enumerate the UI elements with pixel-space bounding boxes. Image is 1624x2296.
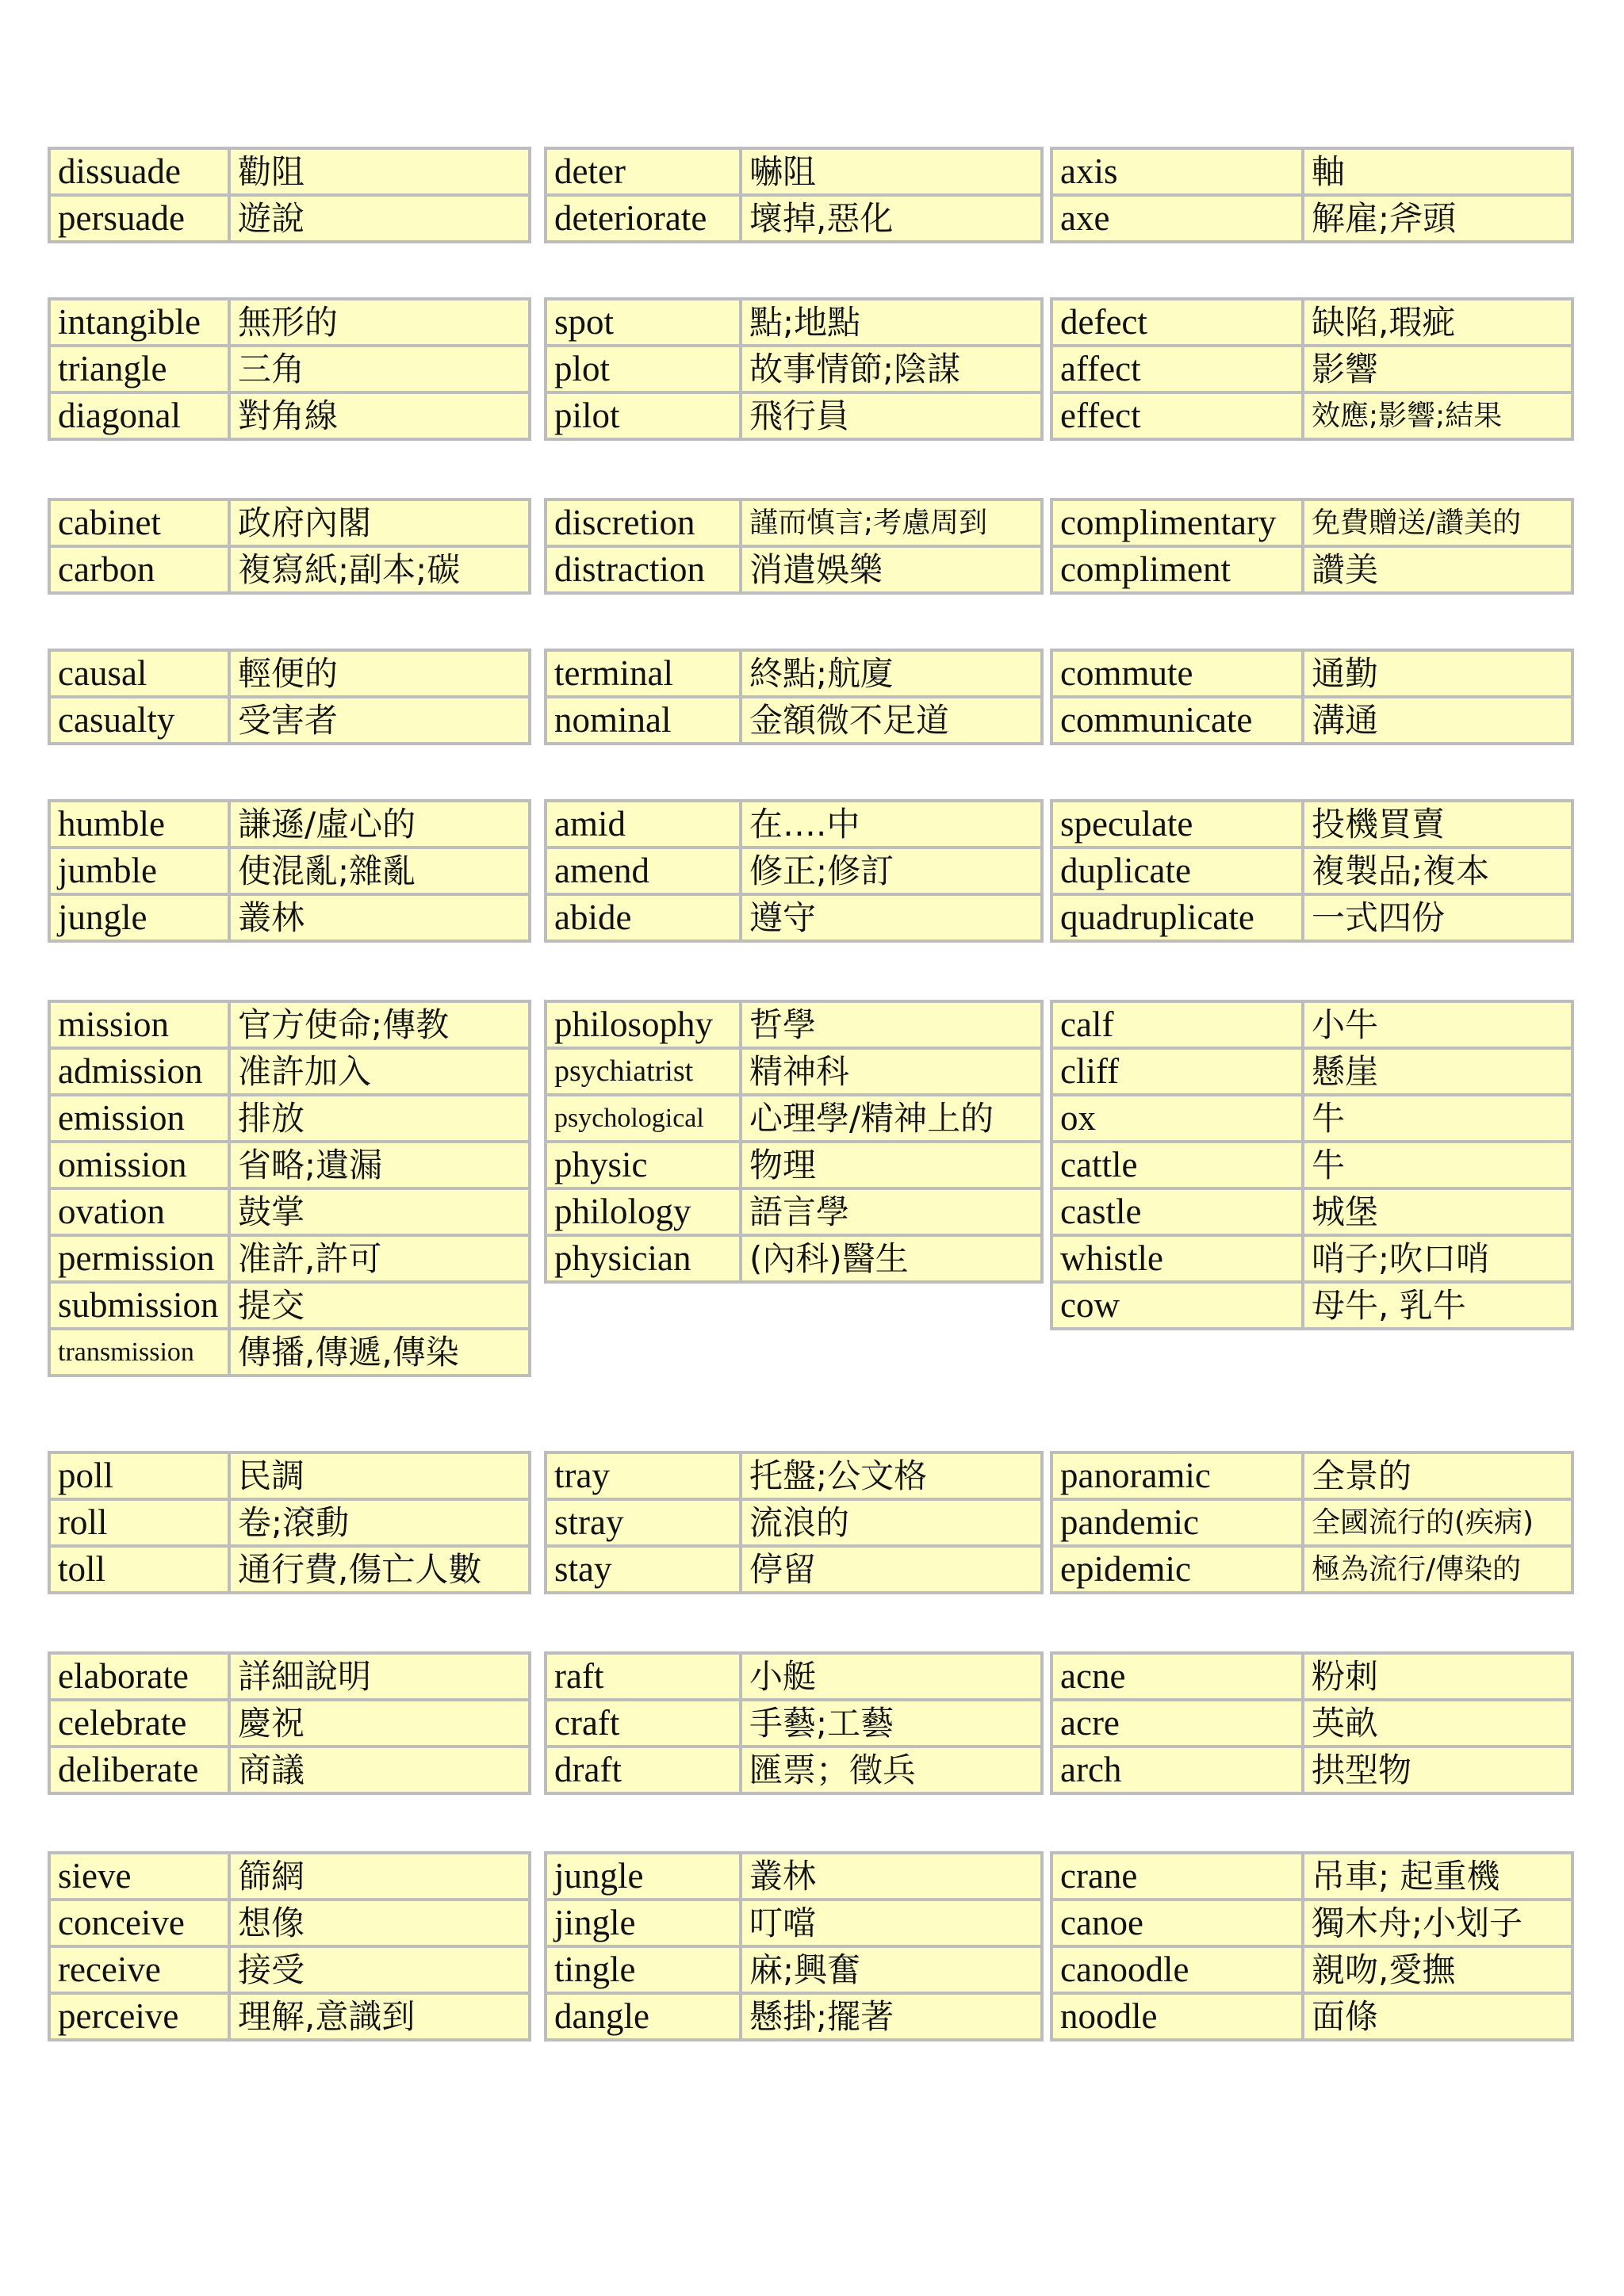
chinese-meaning: 輕便的	[229, 650, 530, 697]
chinese-meaning: 在….中	[741, 801, 1042, 848]
english-word: acne	[1051, 1653, 1303, 1700]
vocab-row	[1051, 894, 1572, 941]
chinese-meaning: 全景的	[1303, 1452, 1572, 1499]
english-word: cattle	[1051, 1142, 1303, 1188]
chinese-meaning: 複製品;複本	[1303, 848, 1572, 894]
vocab-row	[49, 848, 530, 894]
vocab-table	[48, 1651, 531, 1795]
chinese-meaning: 牛	[1303, 1095, 1572, 1142]
vocab-table	[1050, 799, 1574, 943]
chinese-meaning: 投機買賣	[1303, 801, 1572, 848]
english-word: sieve	[49, 1853, 229, 1900]
chinese-meaning: 使混亂;雜亂	[229, 848, 530, 894]
english-word: effect	[1051, 392, 1303, 439]
chinese-meaning: 提交	[229, 1282, 530, 1329]
vocab-row	[546, 1142, 1042, 1188]
vocab-row	[1051, 1946, 1572, 1993]
vocab-row	[546, 1546, 1042, 1593]
vocab-table	[48, 498, 531, 595]
vocab-row	[546, 1452, 1042, 1499]
chinese-meaning: 三角	[229, 346, 530, 392]
chinese-meaning: 卷;滾動	[229, 1499, 530, 1546]
vocab-row	[49, 1142, 530, 1188]
vocab-table	[48, 297, 531, 441]
vocab-row	[49, 499, 530, 546]
english-word: calf	[1051, 1001, 1303, 1048]
chinese-meaning: 金額微不足道	[741, 697, 1042, 744]
chinese-meaning: 軸	[1303, 148, 1572, 195]
chinese-meaning: 官方使命;傳教	[229, 1001, 530, 1048]
english-word: cabinet	[49, 499, 229, 546]
english-word: amend	[546, 848, 741, 894]
chinese-meaning: 效應;影響;結果	[1303, 392, 1572, 439]
english-word: perceive	[49, 1993, 229, 2040]
chinese-meaning: 受害者	[229, 697, 530, 744]
vocab-row	[49, 1282, 530, 1329]
vocab-table	[544, 498, 1044, 595]
vocab-table	[1050, 1451, 1574, 1594]
vocab-row	[49, 546, 530, 593]
english-word: dangle	[546, 1993, 741, 2040]
english-word: raft	[546, 1653, 741, 1700]
vocab-row	[49, 1001, 530, 1048]
vocab-row	[546, 650, 1042, 697]
chinese-meaning: 粉刺	[1303, 1653, 1572, 1700]
vocab-row	[1051, 1653, 1572, 1700]
english-word: poll	[49, 1452, 229, 1499]
chinese-meaning: 一式四份	[1303, 894, 1572, 941]
chinese-meaning: 終點;航廈	[741, 650, 1042, 697]
vocab-row	[1051, 1900, 1572, 1946]
english-word: castle	[1051, 1188, 1303, 1235]
vocab-row	[49, 1048, 530, 1095]
chinese-meaning: 傳播,傳遞,傳染	[229, 1329, 530, 1376]
english-word: physician	[546, 1235, 741, 1282]
english-word: stay	[546, 1546, 741, 1593]
english-word: deliberate	[49, 1747, 229, 1793]
english-word: receive	[49, 1946, 229, 1993]
vocab-row	[49, 195, 530, 242]
vocab-row	[546, 1993, 1042, 2040]
chinese-meaning: 勸阻	[229, 148, 530, 195]
vocab-table	[544, 799, 1044, 943]
english-word: philosophy	[546, 1001, 741, 1048]
english-word: diagonal	[49, 392, 229, 439]
vocab-row	[1051, 1282, 1572, 1329]
vocab-table	[544, 649, 1044, 745]
vocab-table	[1050, 297, 1574, 441]
chinese-meaning: 獨木舟;小划子	[1303, 1900, 1572, 1946]
chinese-meaning: 影響	[1303, 346, 1572, 392]
vocab-table	[1050, 147, 1574, 243]
english-word: canoodle	[1051, 1946, 1303, 1993]
english-word: casualty	[49, 697, 229, 744]
vocab-table	[544, 147, 1044, 243]
chinese-meaning: 嚇阻	[741, 148, 1042, 195]
chinese-meaning: 詳細說明	[229, 1653, 530, 1700]
english-word: celebrate	[49, 1700, 229, 1747]
vocab-table	[1050, 1851, 1574, 2042]
chinese-meaning: 心理學/精神上的	[741, 1095, 1042, 1142]
chinese-meaning: 讚美	[1303, 546, 1572, 593]
english-word: jungle	[546, 1853, 741, 1900]
chinese-meaning: 懸崖	[1303, 1048, 1572, 1095]
chinese-meaning: 吊車; 起重機	[1303, 1853, 1572, 1900]
vocab-row	[49, 801, 530, 848]
chinese-meaning: 叮噹	[741, 1900, 1042, 1946]
vocab-table	[1050, 1651, 1574, 1795]
chinese-meaning: 懸掛;擺著	[741, 1993, 1042, 2040]
english-word: intangible	[49, 299, 229, 346]
vocab-row	[49, 1546, 530, 1593]
vocab-row	[49, 1499, 530, 1546]
chinese-meaning: 溝通	[1303, 697, 1572, 744]
vocab-row	[1051, 1452, 1572, 1499]
chinese-meaning: 全國流行的(疾病)	[1303, 1499, 1572, 1546]
chinese-meaning: 麻;興奮	[741, 1946, 1042, 1993]
vocab-row	[546, 195, 1042, 242]
vocab-row	[1051, 1235, 1572, 1282]
chinese-meaning: 哲學	[741, 1001, 1042, 1048]
english-word: elaborate	[49, 1653, 229, 1700]
chinese-meaning: 解雇;斧頭	[1303, 195, 1572, 242]
vocab-row	[49, 392, 530, 439]
vocab-row	[1051, 1546, 1572, 1593]
vocab-row	[546, 1499, 1042, 1546]
chinese-meaning: 篩網	[229, 1853, 530, 1900]
english-word: acre	[1051, 1700, 1303, 1747]
english-word: jumble	[49, 848, 229, 894]
english-word: spot	[546, 299, 741, 346]
english-word: tingle	[546, 1946, 741, 1993]
vocab-row	[546, 1900, 1042, 1946]
vocab-row	[49, 697, 530, 744]
english-word: arch	[1051, 1747, 1303, 1793]
vocab-row	[1051, 1700, 1572, 1747]
english-word: physic	[546, 1142, 741, 1188]
vocab-row	[1051, 848, 1572, 894]
english-word: cow	[1051, 1282, 1303, 1329]
english-word: carbon	[49, 546, 229, 593]
english-word: axis	[1051, 148, 1303, 195]
chinese-meaning: 修正;修訂	[741, 848, 1042, 894]
english-word: toll	[49, 1546, 229, 1593]
vocab-row	[49, 1653, 530, 1700]
chinese-meaning: 准許,許可	[229, 1235, 530, 1282]
vocab-row	[49, 1700, 530, 1747]
english-word: communicate	[1051, 697, 1303, 744]
chinese-meaning: 哨子;吹口哨	[1303, 1235, 1572, 1282]
vocab-row	[49, 1188, 530, 1235]
english-word: roll	[49, 1499, 229, 1546]
chinese-meaning: 親吻,愛撫	[1303, 1946, 1572, 1993]
english-word: duplicate	[1051, 848, 1303, 894]
vocab-row	[49, 299, 530, 346]
english-word: humble	[49, 801, 229, 848]
vocab-row	[49, 1993, 530, 2040]
vocab-row	[546, 1001, 1042, 1048]
vocab-row	[1051, 299, 1572, 346]
vocab-row	[1051, 148, 1572, 195]
vocab-row	[49, 894, 530, 941]
vocab-row	[49, 148, 530, 195]
chinese-meaning: 民調	[229, 1452, 530, 1499]
english-word: conceive	[49, 1900, 229, 1946]
english-word: compliment	[1051, 546, 1303, 593]
chinese-meaning: 消遣娛樂	[741, 546, 1042, 593]
english-word: philology	[546, 1188, 741, 1235]
english-word: axe	[1051, 195, 1303, 242]
vocab-row	[546, 392, 1042, 439]
chinese-meaning: 缺陷,瑕疵	[1303, 299, 1572, 346]
chinese-meaning: (內科)醫生	[741, 1235, 1042, 1282]
vocab-row	[546, 499, 1042, 546]
chinese-meaning: 遊說	[229, 195, 530, 242]
english-word: cliff	[1051, 1048, 1303, 1095]
english-word: psychological	[546, 1095, 741, 1142]
vocab-row	[546, 1946, 1042, 1993]
english-word: emission	[49, 1095, 229, 1142]
english-word: crane	[1051, 1853, 1303, 1900]
vocab-row	[546, 697, 1042, 744]
vocab-row	[1051, 499, 1572, 546]
chinese-meaning: 飛行員	[741, 392, 1042, 439]
chinese-meaning: 小牛	[1303, 1001, 1572, 1048]
english-word: canoe	[1051, 1900, 1303, 1946]
chinese-meaning: 無形的	[229, 299, 530, 346]
vocab-row	[1051, 1142, 1572, 1188]
chinese-meaning: 匯票；徵兵	[741, 1747, 1042, 1793]
vocab-row	[1051, 1853, 1572, 1900]
vocab-row	[546, 1747, 1042, 1793]
chinese-meaning: 英畝	[1303, 1700, 1572, 1747]
vocab-row	[49, 1329, 530, 1376]
chinese-meaning: 托盤;公文格	[741, 1452, 1042, 1499]
vocab-row	[546, 1653, 1042, 1700]
vocab-table	[48, 147, 531, 243]
chinese-meaning: 通行費,傷亡人數	[229, 1546, 530, 1593]
chinese-meaning: 手藝;工藝	[741, 1700, 1042, 1747]
vocab-table	[1050, 649, 1574, 745]
chinese-meaning: 極為流行/傳染的	[1303, 1546, 1572, 1593]
vocab-row	[546, 1188, 1042, 1235]
vocab-row	[546, 346, 1042, 392]
vocab-row	[546, 848, 1042, 894]
chinese-meaning: 牛	[1303, 1142, 1572, 1188]
english-word: permission	[49, 1235, 229, 1282]
vocab-row	[49, 1853, 530, 1900]
vocab-row	[1051, 346, 1572, 392]
vocab-table	[48, 1851, 531, 2042]
english-word: dissuade	[49, 148, 229, 195]
chinese-meaning: 謙遜/虛心的	[229, 801, 530, 848]
chinese-meaning: 遵守	[741, 894, 1042, 941]
vocab-row	[1051, 1499, 1572, 1546]
chinese-meaning: 慶祝	[229, 1700, 530, 1747]
chinese-meaning: 對角線	[229, 392, 530, 439]
chinese-meaning: 叢林	[229, 894, 530, 941]
english-word: jingle	[546, 1900, 741, 1946]
chinese-meaning: 想像	[229, 1900, 530, 1946]
english-word: defect	[1051, 299, 1303, 346]
english-word: ovation	[49, 1188, 229, 1235]
vocab-row	[546, 546, 1042, 593]
vocab-row	[49, 1235, 530, 1282]
english-word: affect	[1051, 346, 1303, 392]
vocab-row	[1051, 1188, 1572, 1235]
english-word: mission	[49, 1001, 229, 1048]
english-word: speculate	[1051, 801, 1303, 848]
vocab-table	[48, 799, 531, 943]
english-word: persuade	[49, 195, 229, 242]
chinese-meaning: 接受	[229, 1946, 530, 1993]
vocab-table	[48, 1000, 531, 1377]
vocab-table	[544, 1651, 1044, 1795]
vocab-table	[48, 649, 531, 745]
vocab-row	[1051, 546, 1572, 593]
chinese-meaning: 省略;遺漏	[229, 1142, 530, 1188]
vocab-row	[546, 299, 1042, 346]
vocab-row	[1051, 1048, 1572, 1095]
chinese-meaning: 免費贈送/讚美的	[1303, 499, 1572, 546]
english-word: psychiatrist	[546, 1048, 741, 1095]
english-word: pilot	[546, 392, 741, 439]
vocab-row	[49, 1452, 530, 1499]
english-word: deter	[546, 148, 741, 195]
chinese-meaning: 城堡	[1303, 1188, 1572, 1235]
vocab-row	[546, 1853, 1042, 1900]
english-word: triangle	[49, 346, 229, 392]
english-word: transmission	[49, 1329, 229, 1376]
vocab-row	[546, 894, 1042, 941]
vocab-row	[49, 1900, 530, 1946]
english-word: tray	[546, 1452, 741, 1499]
vocab-row	[1051, 1095, 1572, 1142]
chinese-meaning: 拱型物	[1303, 1747, 1572, 1793]
english-word: jungle	[49, 894, 229, 941]
english-word: abide	[546, 894, 741, 941]
english-word: causal	[49, 650, 229, 697]
english-word: craft	[546, 1700, 741, 1747]
chinese-meaning: 政府內閣	[229, 499, 530, 546]
vocab-row	[546, 1095, 1042, 1142]
vocab-row	[1051, 392, 1572, 439]
vocab-row	[1051, 1001, 1572, 1048]
english-word: quadruplicate	[1051, 894, 1303, 941]
vocab-table	[1050, 498, 1574, 595]
chinese-meaning: 物理	[741, 1142, 1042, 1188]
vocab-row	[1051, 650, 1572, 697]
english-word: noodle	[1051, 1993, 1303, 2040]
english-word: pandemic	[1051, 1499, 1303, 1546]
vocab-table	[544, 1451, 1044, 1594]
english-word: complimentary	[1051, 499, 1303, 546]
vocab-row	[546, 1700, 1042, 1747]
chinese-meaning: 謹而慎言;考慮周到	[741, 499, 1042, 546]
vocab-row	[1051, 195, 1572, 242]
vocab-row	[49, 1747, 530, 1793]
vocab-row	[1051, 1747, 1572, 1793]
chinese-meaning: 叢林	[741, 1853, 1042, 1900]
chinese-meaning: 流浪的	[741, 1499, 1042, 1546]
english-word: admission	[49, 1048, 229, 1095]
vocab-table	[544, 297, 1044, 441]
vocab-row	[49, 650, 530, 697]
chinese-meaning: 准許加入	[229, 1048, 530, 1095]
chinese-meaning: 通勤	[1303, 650, 1572, 697]
chinese-meaning: 語言學	[741, 1188, 1042, 1235]
chinese-meaning: 精神科	[741, 1048, 1042, 1095]
vocab-table	[48, 1451, 531, 1594]
chinese-meaning: 壞掉,惡化	[741, 195, 1042, 242]
vocab-row	[546, 1048, 1042, 1095]
vocab-row	[1051, 697, 1572, 744]
chinese-meaning: 故事情節;陰謀	[741, 346, 1042, 392]
english-word: whistle	[1051, 1235, 1303, 1282]
english-word: omission	[49, 1142, 229, 1188]
english-word: panoramic	[1051, 1452, 1303, 1499]
english-word: draft	[546, 1747, 741, 1793]
vocab-table	[544, 1000, 1044, 1284]
vocab-row	[1051, 1993, 1572, 2040]
english-word: amid	[546, 801, 741, 848]
chinese-meaning: 商議	[229, 1747, 530, 1793]
english-word: commute	[1051, 650, 1303, 697]
english-word: discretion	[546, 499, 741, 546]
chinese-meaning: 點;地點	[741, 299, 1042, 346]
chinese-meaning: 母牛, 乳牛	[1303, 1282, 1572, 1329]
vocab-row	[546, 148, 1042, 195]
chinese-meaning: 鼓掌	[229, 1188, 530, 1235]
vocab-row	[546, 801, 1042, 848]
vocab-row	[49, 1946, 530, 1993]
chinese-meaning: 小艇	[741, 1653, 1042, 1700]
english-word: stray	[546, 1499, 741, 1546]
vocab-table	[544, 1851, 1044, 2042]
english-word: terminal	[546, 650, 741, 697]
english-word: submission	[49, 1282, 229, 1329]
vocab-row	[49, 346, 530, 392]
english-word: ox	[1051, 1095, 1303, 1142]
chinese-meaning: 理解,意識到	[229, 1993, 530, 2040]
english-word: distraction	[546, 546, 741, 593]
chinese-meaning: 排放	[229, 1095, 530, 1142]
vocab-row	[546, 1235, 1042, 1282]
vocab-row	[1051, 801, 1572, 848]
chinese-meaning: 停留	[741, 1546, 1042, 1593]
vocab-row	[49, 1095, 530, 1142]
english-word: epidemic	[1051, 1546, 1303, 1593]
vocab-table	[1050, 1000, 1574, 1330]
chinese-meaning: 複寫紙;副本;碳	[229, 546, 530, 593]
chinese-meaning: 面條	[1303, 1993, 1572, 2040]
english-word: nominal	[546, 697, 741, 744]
english-word: plot	[546, 346, 741, 392]
english-word: deteriorate	[546, 195, 741, 242]
